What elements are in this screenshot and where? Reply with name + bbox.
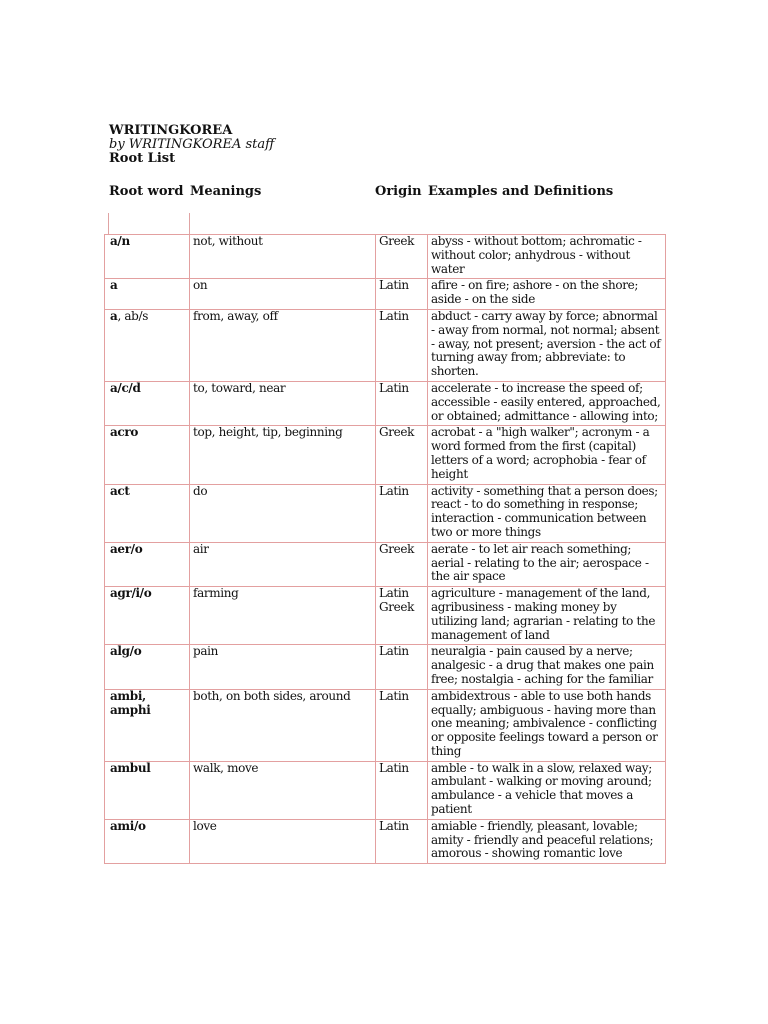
root-word-cell xyxy=(105,587,190,645)
column-header-examples: Examples and Definitions xyxy=(428,184,614,199)
meanings-cell: top, height, tip, beginning xyxy=(190,426,376,484)
root-word: a/n xyxy=(110,234,130,248)
root-word-cell xyxy=(105,426,190,484)
meanings-cell: farming xyxy=(190,587,376,645)
origin-cell: Latin xyxy=(376,645,428,689)
examples-cell: neuralgia - pain caused by a nerve; analgesic - a drug that makes one pain free; nostalgia - aching for the familiar xyxy=(428,645,666,689)
origin-cell: Latin xyxy=(376,309,428,381)
meanings-cell: walk, move xyxy=(190,761,376,819)
root-word: a xyxy=(110,278,118,293)
table-row xyxy=(105,426,666,484)
examples-cell: acrobat - a "high walker"; acronym - a word formed from the first (capital) letters of a word; acrophobia - fear of height xyxy=(428,426,666,484)
origin-cell: Greek xyxy=(376,235,428,279)
root-word-cell xyxy=(105,484,190,542)
root-word: ambul xyxy=(110,760,151,775)
root-word-cell xyxy=(105,689,190,761)
root-word: a xyxy=(110,308,118,323)
origin-cell: Latin xyxy=(376,381,428,425)
meanings-cell: not, without xyxy=(190,235,376,279)
table-row xyxy=(105,645,666,689)
examples-cell: ambidextrous - able to use both hands equally; ambiguous - having more than one meaning; ambivalence - conflicting or opposite feelings toward a person or thing xyxy=(428,689,666,761)
column-header-origin: Origin xyxy=(375,184,422,199)
table-row xyxy=(105,484,666,542)
root-word-cell xyxy=(105,819,190,863)
examples-cell: aerate - to let air reach something; aerial - relating to the air; aerospace - the air space xyxy=(428,542,666,586)
table-row xyxy=(105,819,666,863)
root-word-cell xyxy=(105,542,190,586)
column-header-root: Root word xyxy=(109,184,184,199)
root-word-cell xyxy=(105,279,190,310)
meanings-cell: from, away, off xyxy=(190,309,376,381)
examples-cell: abyss - without bottom; achromatic - without color; anhydrous - without water xyxy=(428,235,666,279)
examples-cell: agriculture - management of the land, agribusiness - making money by utilizing land; agrarian - relating to the management of land xyxy=(428,587,666,645)
origin-cell: Latin xyxy=(376,689,428,761)
byline: by WRITINGKOREA staff xyxy=(109,137,275,152)
root-word: acro xyxy=(110,425,139,440)
examples-cell: activity - something that a person does; react - to do something in response; interaction - communication between two or more things xyxy=(428,484,666,542)
root-table xyxy=(104,234,666,864)
table-row xyxy=(105,309,666,381)
meanings-cell: air xyxy=(190,542,376,586)
origin-cell: Latin xyxy=(376,819,428,863)
column-header-meanings: Meanings xyxy=(190,184,262,199)
root-word-cell xyxy=(105,309,190,381)
examples-cell: amiable - friendly, pleasant, lovable; amity - friendly and peaceful relations; amorous - showing romantic love xyxy=(428,819,666,863)
column-headers xyxy=(0,184,768,202)
meanings-cell: both, on both sides, around xyxy=(190,689,376,761)
origin-cell: Latin xyxy=(376,761,428,819)
root-word: act xyxy=(110,483,130,498)
root-word: alg/o xyxy=(110,644,142,659)
table-row xyxy=(105,689,666,761)
root-word-variant: , ab/s xyxy=(117,308,149,323)
spacer-line xyxy=(108,213,109,235)
table-row xyxy=(105,542,666,586)
document-header xyxy=(109,124,509,166)
meanings-cell: pain xyxy=(190,645,376,689)
root-word: agr/i/o xyxy=(110,586,152,601)
spacer-line xyxy=(189,213,190,235)
root-word-cell xyxy=(105,235,190,279)
table-row xyxy=(105,279,666,310)
origin-cell: Latin Greek xyxy=(376,587,428,645)
origin-cell: Greek xyxy=(376,426,428,484)
root-word: a/c/d xyxy=(110,380,141,395)
table-row xyxy=(105,761,666,819)
root-word-cell xyxy=(105,645,190,689)
root-word-cell xyxy=(105,761,190,819)
table-row xyxy=(105,235,666,279)
meanings-cell: love xyxy=(190,819,376,863)
root-word: ambi, amphi xyxy=(110,688,151,717)
root-word: ami/o xyxy=(110,818,146,833)
root-word-cell xyxy=(105,381,190,425)
examples-cell: amble - to walk in a slow, relaxed way; ambulant - walking or moving around; ambulance - a vehicle that moves a patient xyxy=(428,761,666,819)
examples-cell: afire - on fire; ashore - on the shore; aside - on the side xyxy=(428,279,666,310)
meanings-cell: do xyxy=(190,484,376,542)
brand-title: WRITINGKOREA xyxy=(109,123,233,138)
origin-cell: Latin xyxy=(376,484,428,542)
origin-cell: Greek xyxy=(376,542,428,586)
examples-cell: accelerate - to increase the speed of; accessible - easily entered, approached, or obtained; admittance - allowing into; xyxy=(428,381,666,425)
page-title: Root List xyxy=(109,151,176,166)
root-word: aer/o xyxy=(110,541,143,556)
header-spacer-lines xyxy=(0,213,768,235)
root-table-body xyxy=(105,235,666,864)
meanings-cell: on xyxy=(190,279,376,310)
table-row xyxy=(105,381,666,425)
origin-cell: Latin xyxy=(376,279,428,310)
meanings-cell: to, toward, near xyxy=(190,381,376,425)
examples-cell: abduct - carry away by force; abnormal - away from normal, not normal; absent - away, not present; aversion - the act of turning away from; abbreviate: to shorten. xyxy=(428,309,666,381)
table-row xyxy=(105,587,666,645)
